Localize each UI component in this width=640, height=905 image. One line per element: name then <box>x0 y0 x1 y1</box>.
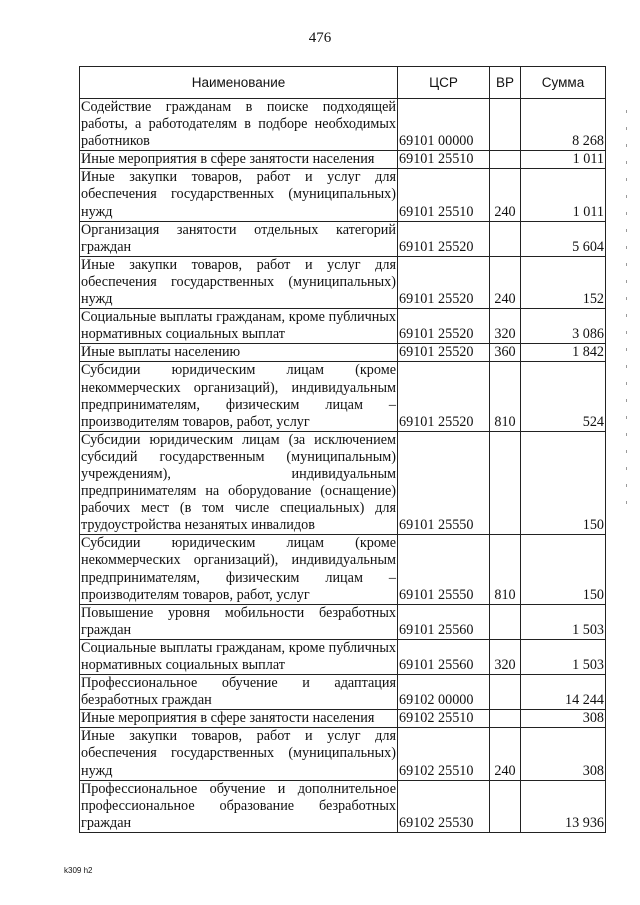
cell-sum: 1 011 <box>521 169 606 221</box>
table-row <box>80 728 606 780</box>
cell-name: Иные мероприятия в сфере занятости населения <box>80 710 398 728</box>
table-row <box>80 710 606 728</box>
table-row <box>80 151 606 169</box>
table-row <box>80 99 606 151</box>
cell-sum: 152 <box>521 256 606 308</box>
cell-sum: 8 268 <box>521 99 606 151</box>
cell-csr: 69101 25520 <box>398 362 490 431</box>
cell-name: Профессиональное обучение и адаптация безработных граждан <box>81 675 396 709</box>
table-row <box>80 431 606 535</box>
cell-name: Субсидии юридическим лицам (за исключением субсидий государственным (муниципальным) учреждениям), индивидуальным предпринимателям на оборудование (оснащение) рабочих мест (в том числе специальных) для трудоустройства незанятых инвалидов <box>81 431 396 534</box>
cell-vr: 240 <box>490 728 521 780</box>
table-row <box>80 780 606 832</box>
cell-csr: 69102 25510 <box>398 710 490 728</box>
cell-vr: 320 <box>490 309 521 344</box>
page-number: 476 <box>308 30 332 46</box>
cell-csr: 69101 00000 <box>398 99 490 151</box>
cell-vr: 810 <box>490 535 521 604</box>
cell-name: Организация занятости отдельных категорий граждан <box>81 221 396 255</box>
header-csr: ЦСР <box>398 67 490 99</box>
cell-name: Социальные выплаты гражданам, кроме публичных нормативных социальных выплат <box>81 309 396 343</box>
cell-csr: 69101 25560 <box>398 604 490 639</box>
cell-csr: 69101 25510 <box>398 169 490 221</box>
cell-name: Профессиональное обучение и дополнительное профессиональное образование безработных граждан <box>81 780 396 831</box>
cell-name: Иные закупки товаров, работ и услуг для обеспечения государственных (муниципальных) нужд <box>81 256 396 308</box>
cell-name: Иные закупки товаров, работ и услуг для обеспечения государственных (муниципальных) нужд <box>81 728 396 779</box>
cell-csr: 69101 25550 <box>398 431 490 535</box>
cell-vr <box>490 221 521 256</box>
cell-csr: 69101 25550 <box>398 535 490 604</box>
cell-sum: 1 011 <box>521 151 606 169</box>
cell-csr: 69102 00000 <box>398 675 490 710</box>
cell-name: Содействие гражданам в поиске подходящей работы, а работодателям в подборе необходимых работников <box>81 99 396 150</box>
cell-csr: 69101 25510 <box>398 151 490 169</box>
cell-sum: 150 <box>521 535 606 604</box>
table-row <box>80 362 606 431</box>
table-row <box>80 169 606 221</box>
cell-vr: 240 <box>490 169 521 221</box>
cell-sum: 13 936 <box>521 780 606 832</box>
cell-vr <box>490 780 521 832</box>
cell-vr: 360 <box>490 344 521 362</box>
cell-csr: 69101 25520 <box>398 256 490 308</box>
scan-margin-marks <box>622 110 630 530</box>
cell-name: Повышение уровня мобильности безработных граждан <box>81 604 396 638</box>
cell-sum: 308 <box>521 728 606 780</box>
cell-sum: 3 086 <box>521 309 606 344</box>
cell-vr <box>490 710 521 728</box>
cell-sum: 308 <box>521 710 606 728</box>
cell-vr <box>490 604 521 639</box>
cell-sum: 1 503 <box>521 604 606 639</box>
table-row <box>80 639 606 674</box>
budget-table <box>79 66 606 833</box>
table-row <box>80 344 606 362</box>
cell-sum: 14 244 <box>521 675 606 710</box>
cell-sum: 1 503 <box>521 639 606 674</box>
header-sum: Сумма <box>521 67 606 99</box>
cell-csr: 69101 25520 <box>398 309 490 344</box>
cell-csr: 69101 25560 <box>398 639 490 674</box>
cell-csr: 69101 25520 <box>398 344 490 362</box>
cell-vr: 240 <box>490 256 521 308</box>
table-body <box>80 99 606 833</box>
table-row <box>80 221 606 256</box>
cell-vr: 810 <box>490 362 521 431</box>
cell-vr <box>490 675 521 710</box>
header-vr: ВР <box>490 67 521 99</box>
cell-sum: 1 842 <box>521 344 606 362</box>
cell-vr <box>490 99 521 151</box>
cell-name: Социальные выплаты гражданам, кроме публичных нормативных социальных выплат <box>81 639 396 673</box>
cell-sum: 5 604 <box>521 221 606 256</box>
cell-name: Иные закупки товаров, работ и услуг для обеспечения государственных (муниципальных) нужд <box>81 169 396 220</box>
header-name: Наименование <box>80 67 398 99</box>
cell-csr: 69102 25530 <box>398 780 490 832</box>
table-row <box>80 604 606 639</box>
cell-vr <box>490 151 521 169</box>
table-row <box>80 535 606 604</box>
cell-name: Субсидии юридическим лицам (кроме некоммерческих организаций), индивидуальным предпринимателям, физическим лицам – производителям товаров, работ, услуг <box>81 362 396 430</box>
cell-vr <box>490 431 521 535</box>
cell-vr: 320 <box>490 639 521 674</box>
cell-csr: 69102 25510 <box>398 728 490 780</box>
table-row <box>80 256 606 308</box>
cell-name: Субсидии юридическим лицам (кроме некоммерческих организаций), индивидуальным предпринимателям, физическим лицам – производителям товаров, работ, услуг <box>81 535 396 603</box>
footer-code: k309 h2 <box>64 866 93 875</box>
table-header-row <box>80 67 606 99</box>
cell-sum: 150 <box>521 431 606 535</box>
table-row <box>80 309 606 344</box>
table-row <box>80 675 606 710</box>
cell-name: Иные выплаты населению <box>80 344 398 362</box>
cell-name: Иные мероприятия в сфере занятости населения <box>80 151 398 169</box>
cell-sum: 524 <box>521 362 606 431</box>
cell-csr: 69101 25520 <box>398 221 490 256</box>
